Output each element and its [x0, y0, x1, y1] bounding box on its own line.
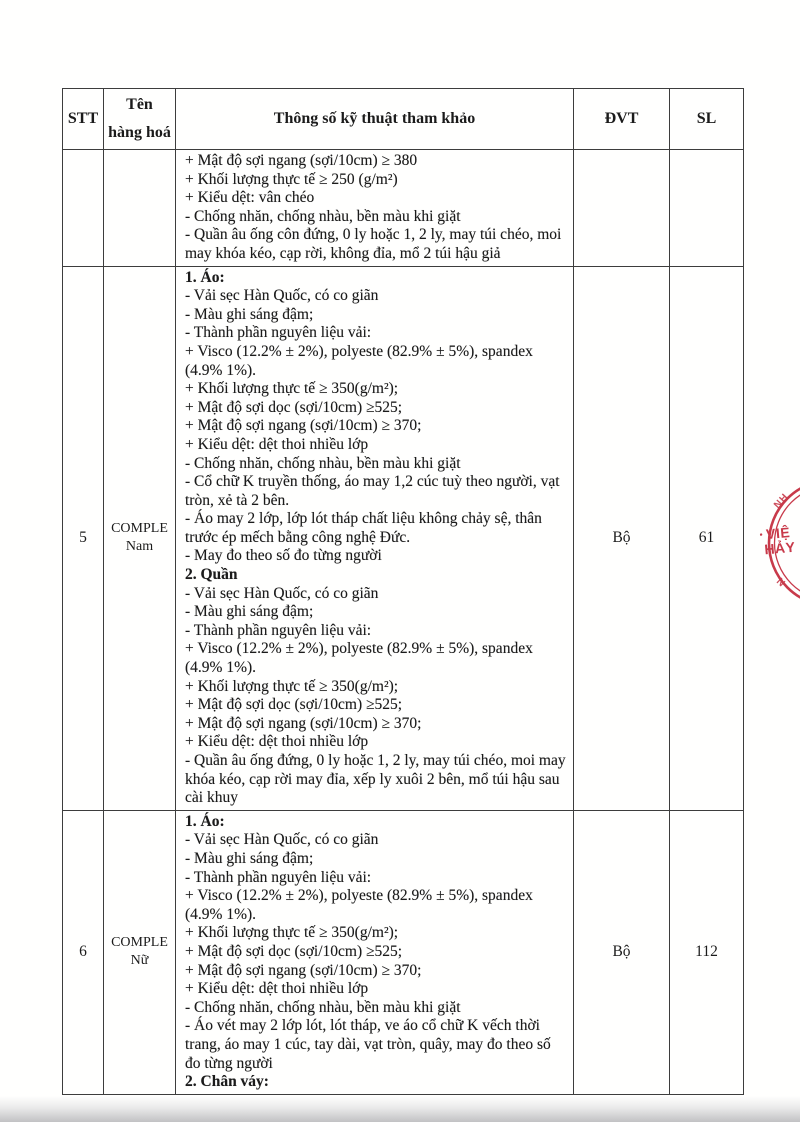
- stamp-ring-text-top: NH: [772, 491, 792, 512]
- spec-line: - Áo may 2 lớp, lớp lót tháp chất liệu không chảy sệ, thân trước ép mếch bằng công nghệ Đức.: [185, 510, 542, 546]
- stamp-ring-text-bottom: N: [773, 576, 788, 590]
- spec-line: - Chống nhăn, chống nhàu, bền màu khi giặt: [185, 207, 461, 225]
- spec-line: - Màu ghi sáng đậm;: [185, 305, 314, 323]
- stamp-dot: [760, 533, 763, 536]
- spec-line: - Chống nhăn, chống nhàu, bền màu khi giặt: [185, 454, 461, 472]
- spec-line: + Kiểu dệt: dệt thoi nhiều lớp: [185, 435, 369, 453]
- spec-line: + Visco (12.2% ± 2%), polyeste (82.9% ± 5%), spandex (4.9% 1%).: [185, 640, 533, 677]
- spec-line: + Mật độ sợi dọc (sợi/10cm) ≥525;: [185, 942, 403, 960]
- table-header-row: [63, 89, 744, 150]
- table-row-continuation: [63, 150, 744, 267]
- cell-specs: [176, 810, 574, 1094]
- spec-line: 2. Chân váy:: [185, 1073, 269, 1091]
- spec-line: + Kiểu dệt: vân chéo: [185, 189, 315, 207]
- spec-line: - Áo vét may 2 lớp lót, lót tháp, ve áo cổ chữ K vếch thời trang, áo may 1 cúc, tay dài, vạt tròn, quây, may đo theo số đo từng người: [185, 1017, 551, 1072]
- spec-line: - Cổ chữ K truyền thống, áo may 1,2 cúc tuỳ theo người, vạt tròn, xẻ tà 2 bên.: [185, 473, 560, 509]
- cell-specs: [176, 150, 574, 267]
- spec-line: - Thành phần nguyên liệu vải:: [185, 324, 372, 342]
- spec-line: - Màu ghi sáng đậm;: [185, 849, 314, 867]
- spec-line: + Visco (12.2% ± 2%), polyeste (82.9% ± 5%), spandex (4.9% 1%).: [185, 887, 533, 923]
- cell-product-name: [104, 810, 176, 1094]
- spec-table: [62, 88, 744, 1095]
- stamp-text-line1: VIỆ: [765, 524, 791, 543]
- col-header-stt: STT: [63, 89, 104, 150]
- col-header-ten-hang-hoa: Tên hàng hoá: [104, 89, 176, 150]
- spec-line: + Kiểu dệt: dệt thoi nhiều lớp: [185, 733, 369, 751]
- spec-line: + Mật độ sợi ngang (sợi/10cm) ≥ 380: [185, 152, 418, 169]
- spec-line: + Mật độ sợi dọc (sợi/10cm) ≥525;: [185, 398, 403, 416]
- cell-quantity: 112: [670, 810, 744, 1094]
- spec-line: - Quần âu ống côn đứng, 0 ly hoặc 1, 2 ly, may túi chéo, moi may khóa kéo, cạp rời, không đỉa, mổ 2 túi hậu giả: [185, 226, 562, 262]
- product-name-line1: COMPLE: [111, 935, 168, 951]
- cell-stt: 5: [63, 266, 104, 810]
- cell-unit: Bộ: [574, 810, 670, 1094]
- cell-product-name: [104, 266, 176, 810]
- cell-product-name: [104, 150, 176, 267]
- cell-unit: Bộ: [574, 266, 670, 810]
- stamp-text-line2: HẢY: [763, 538, 797, 558]
- spec-list: [185, 152, 567, 264]
- spec-line: - Quần âu ống đứng, 0 ly hoặc 1, 2 ly, may túi chéo, moi may khóa kéo, cạp rời may đỉa, xếp ly xuôi 2 bên, mổ túi hậu sau cài khuy: [185, 752, 566, 807]
- spec-list: [185, 813, 567, 1092]
- spec-line: - Vải sẹc Hàn Quốc, có co giãn: [185, 584, 379, 602]
- spec-line: + Khối lượng thực tế ≥ 350(g/m²);: [185, 380, 399, 398]
- spec-line: - Vải sẹc Hàn Quốc, có co giãn: [185, 287, 379, 305]
- product-name-line2: Nam: [125, 539, 154, 555]
- spec-line: - Thành phần nguyên liệu vải:: [185, 621, 372, 639]
- product-name-line1: COMPLE: [111, 520, 168, 536]
- scan-shadow-band: [0, 1096, 800, 1122]
- spec-line: - Màu ghi sáng đậm;: [185, 603, 314, 621]
- spec-line: 1. Áo:: [185, 268, 225, 286]
- spec-line: + Visco (12.2% ± 2%), polyeste (82.9% ± 5%), spandex (4.9% 1%).: [185, 342, 533, 379]
- spec-line: + Mật độ sợi ngang (sợi/10cm) ≥ 370;: [185, 417, 422, 435]
- product-name-line2: Nữ: [130, 953, 149, 969]
- cell-specs: [176, 266, 574, 810]
- spec-line: + Khối lượng thực tế ≥ 250 (g/m²): [185, 170, 398, 188]
- table-row-6: [63, 810, 744, 1094]
- red-stamp-icon: [740, 452, 800, 628]
- spec-line: 2. Quần: [185, 566, 238, 584]
- spec-line: + Mật độ sợi ngang (sợi/10cm) ≥ 370;: [185, 961, 422, 979]
- spec-line: - May đo theo số đo từng người: [185, 547, 382, 565]
- cell-stt: 6: [63, 810, 104, 1094]
- col-header-dvt: ĐVT: [574, 89, 670, 150]
- spec-line: + Khối lượng thực tế ≥ 350(g/m²);: [185, 677, 399, 695]
- spec-line: - Thành phần nguyên liệu vải:: [185, 868, 372, 886]
- spec-line: - Chống nhăn, chống nhàu, bền màu khi giặt: [185, 998, 461, 1016]
- spec-list: [185, 269, 567, 808]
- spec-line: + Mật độ sợi dọc (sợi/10cm) ≥525;: [185, 696, 403, 714]
- cell-quantity: 61: [670, 266, 744, 810]
- cell-stt: [63, 150, 104, 267]
- cell-quantity: [670, 150, 744, 267]
- cell-unit: [574, 150, 670, 267]
- spec-line: 1. Áo:: [185, 812, 225, 830]
- spec-line: - Vải sẹc Hàn Quốc, có co giãn: [185, 831, 379, 849]
- spec-line: + Khối lượng thực tế ≥ 350(g/m²);: [185, 924, 399, 942]
- col-header-thong-so: Thông số kỹ thuật tham khảo: [176, 89, 574, 150]
- col-header-sl: SL: [670, 89, 744, 150]
- spec-line: + Kiểu dệt: dệt thoi nhiều lớp: [185, 980, 369, 998]
- spec-line: + Mật độ sợi ngang (sợi/10cm) ≥ 370;: [185, 714, 422, 732]
- table-row-5: [63, 266, 744, 810]
